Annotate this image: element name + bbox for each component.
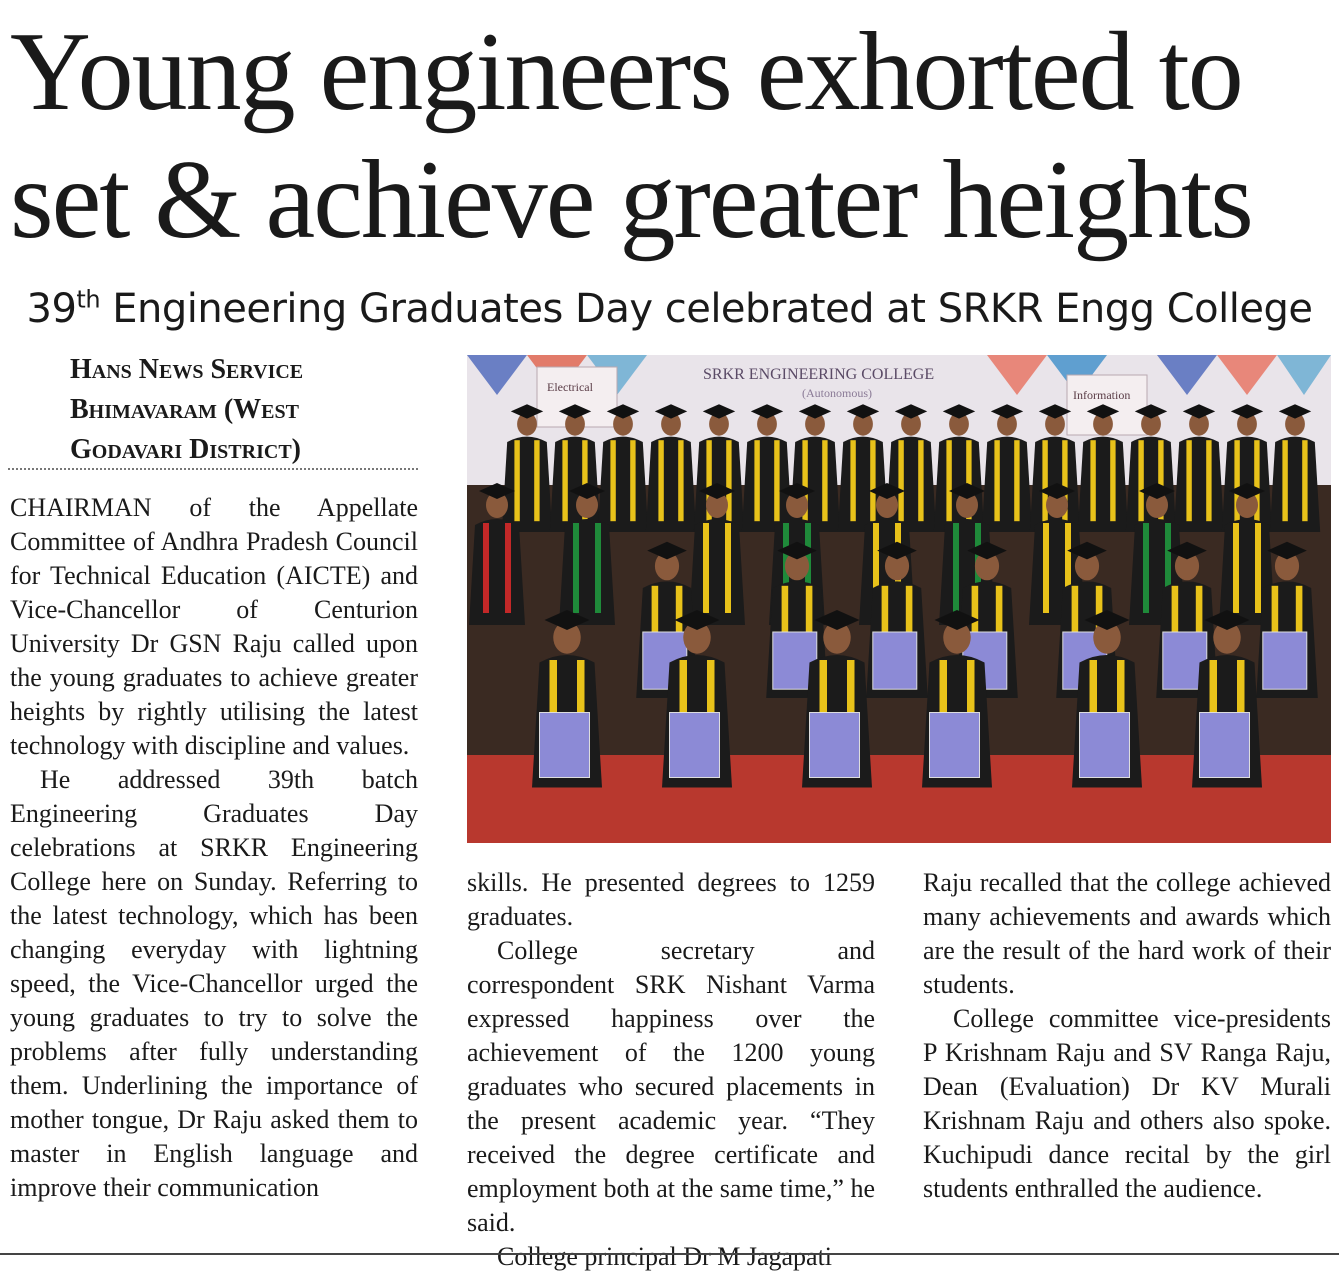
graduate-stole bbox=[595, 523, 601, 613]
paragraph: College principal Dr M Jagapati bbox=[497, 1242, 833, 1271]
degree-folder bbox=[810, 713, 860, 778]
degree-folder bbox=[1080, 713, 1130, 778]
mortarboard-cap bbox=[1267, 542, 1307, 560]
graduate-gown bbox=[1126, 437, 1176, 532]
graduate-stole bbox=[918, 440, 923, 521]
graduate-stole bbox=[754, 440, 759, 521]
headline-line-1: Young engineers exhorted to bbox=[10, 10, 1242, 134]
graduate-stole bbox=[1090, 440, 1095, 521]
graduate-gown bbox=[1174, 437, 1224, 532]
subheadline bbox=[0, 284, 1339, 334]
left-sign-text: Electrical bbox=[547, 380, 593, 394]
graduate-stole bbox=[725, 523, 731, 613]
paragraph: CHAIRMAN of the Appellate Committee of Andhra Pradesh Council for Technical Education (AICTE) and Vice-Chancellor of Centurion University Dr GSN Raju called upon the young graduates to achieve greater heights by rightly utilising the latest technology with discipline and values. bbox=[10, 493, 418, 760]
graduate-stole bbox=[505, 523, 511, 613]
subhead-text: Engineering Graduates Day celebrated at SRKR Engg College bbox=[100, 286, 1313, 332]
graduate-stole bbox=[534, 440, 539, 521]
article-column-2 bbox=[467, 866, 875, 1274]
graduate-stole bbox=[1282, 440, 1287, 521]
banner-subtitle: (Autonomous) bbox=[802, 386, 872, 400]
graduate-stole bbox=[822, 440, 827, 521]
subhead-ordinal: th bbox=[76, 285, 101, 314]
graduate-gown bbox=[598, 437, 648, 532]
graduate-gown bbox=[502, 437, 552, 532]
graduate-stole bbox=[658, 440, 663, 521]
degree-folder bbox=[540, 713, 590, 778]
banner-title: SRKR ENGINEERING COLLEGE bbox=[703, 366, 935, 383]
graduate-gown bbox=[1270, 437, 1320, 532]
graduate-gown bbox=[742, 437, 792, 532]
paragraph: College committee vice-presidents P Krishnam Raju and SV Ranga Raju, Dean (Evaluation) Dr KV Murali Krishnam Raju and others also spoke. Kuchipudi dance recital by the girl students enthralled the audience. bbox=[923, 1004, 1331, 1203]
graduate-stole bbox=[898, 440, 903, 521]
graduate-stole bbox=[850, 440, 855, 521]
degree-folder bbox=[1200, 713, 1250, 778]
graduate-stole bbox=[1143, 523, 1149, 613]
byline-place: Bhimavaram (West bbox=[70, 394, 299, 425]
graduate-gown bbox=[1078, 437, 1128, 532]
degree-folder bbox=[670, 713, 720, 778]
graduate-stole bbox=[946, 440, 951, 521]
graduate-stole bbox=[1043, 523, 1049, 613]
graduation-photo-illustration bbox=[467, 355, 1331, 843]
graduate-gown bbox=[934, 437, 984, 532]
graduate-stole bbox=[483, 523, 489, 613]
graduate-gown bbox=[559, 519, 615, 625]
graduate-stole bbox=[1110, 440, 1115, 521]
bottom-rule bbox=[0, 1253, 1339, 1255]
article-column-1 bbox=[10, 491, 418, 1205]
degree-folder bbox=[873, 632, 917, 689]
byline-district: Godavari District) bbox=[70, 434, 301, 465]
right-sign-text: Information bbox=[1073, 388, 1131, 402]
headline-line-2: set & achieve greater heights bbox=[10, 138, 1252, 262]
graduate-stole bbox=[953, 523, 959, 613]
paragraph: Raju recalled that the college achieved many achievements and awards which are the result of the hard work of their students. bbox=[923, 868, 1331, 999]
graduation-photo bbox=[467, 355, 1331, 843]
graduate-stole bbox=[774, 440, 779, 521]
graduate-stole bbox=[870, 440, 875, 521]
graduate-stole bbox=[994, 440, 999, 521]
mortarboard-cap bbox=[647, 542, 687, 560]
byline bbox=[70, 350, 410, 470]
paragraph: College secretary and correspondent SRK Nishant Varma expressed happiness over the achievement of the 1200 young graduates who secured placements in the present academic year. “They received the degree certificate and employment both at the same time,” he said. bbox=[467, 936, 875, 1237]
graduate-gown bbox=[886, 437, 936, 532]
graduate-gown bbox=[646, 437, 696, 532]
graduate-stole bbox=[514, 440, 519, 521]
headline bbox=[10, 8, 1330, 264]
graduate-stole bbox=[1255, 523, 1261, 613]
graduate-stole bbox=[1302, 440, 1307, 521]
graduate-gown bbox=[982, 437, 1032, 532]
graduate-gown bbox=[838, 437, 888, 532]
byline-agency: Hans News Service bbox=[70, 354, 304, 385]
graduate-stole bbox=[1014, 440, 1019, 521]
graduate-stole bbox=[610, 440, 615, 521]
graduate-stole bbox=[562, 440, 567, 521]
graduate-stole bbox=[1233, 523, 1239, 613]
degree-folder bbox=[1263, 632, 1307, 689]
graduate-gown bbox=[689, 519, 745, 625]
paragraph: He addressed 39th batch Engineering Graduates Day celebrations at SRKR Engineering College here on Sunday. Referring to the latest technology, which has been changing everyday with lightning speed, the Vice-Chancellor urged the young graduates to try to solve the problems after fully understanding them. Underlining the importance of mother tongue, Dr Raju asked them to master in English language and improve their communication bbox=[10, 765, 418, 1202]
degree-folder bbox=[930, 713, 980, 778]
graduate-gown bbox=[469, 519, 525, 625]
graduate-gown bbox=[550, 437, 600, 532]
graduate-stole bbox=[678, 440, 683, 521]
graduate-stole bbox=[1138, 440, 1143, 521]
paragraph: skills. He presented degrees to 1259 graduates. bbox=[467, 868, 875, 931]
byline-divider bbox=[8, 468, 418, 470]
graduate-stole bbox=[703, 523, 709, 613]
graduate-stole bbox=[1186, 440, 1191, 521]
subhead-number: 39 bbox=[26, 286, 77, 332]
graduate-stole bbox=[630, 440, 635, 521]
article-column-3 bbox=[923, 866, 1331, 1206]
graduate-stole bbox=[1206, 440, 1211, 521]
graduate-stole bbox=[573, 523, 579, 613]
